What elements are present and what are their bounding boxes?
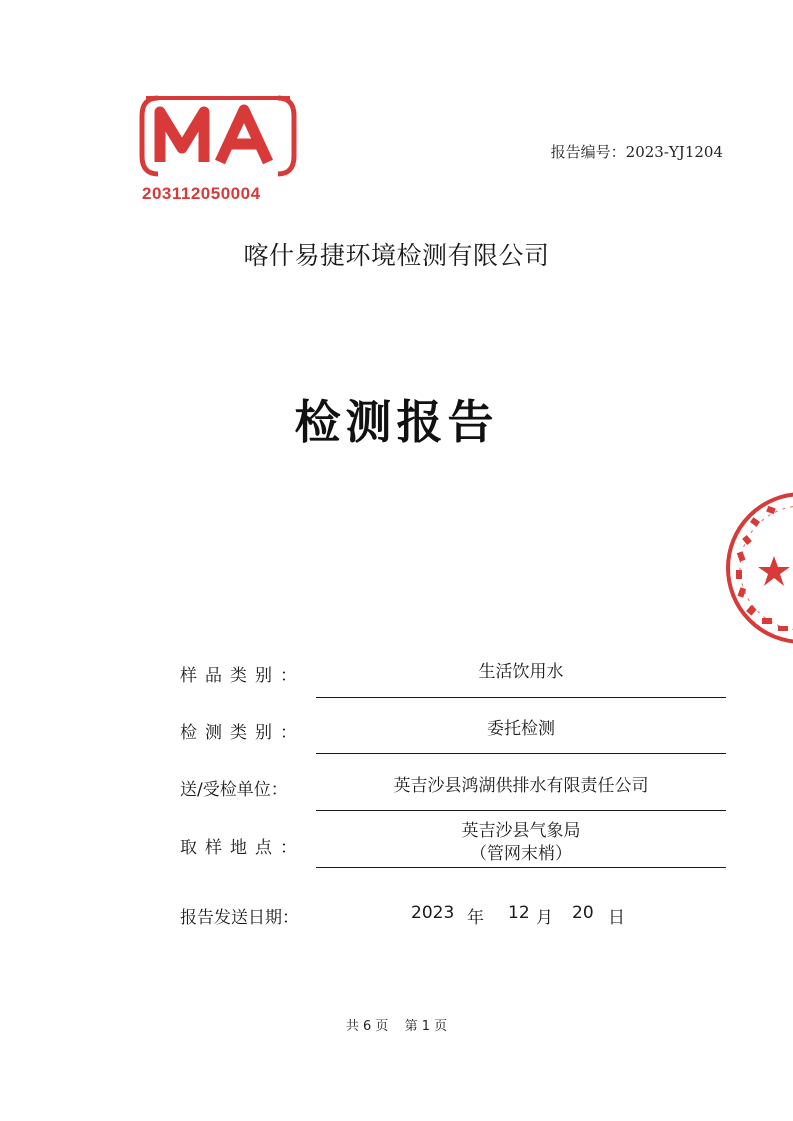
ma-stamp-number: 203112050004 (142, 184, 261, 203)
report-date-day: 20 (572, 903, 594, 923)
client-value: 英吉沙县鸿湖供排水有限责任公司 (393, 776, 649, 796)
sample-type-label: 样品类别： (180, 666, 305, 686)
location-underline (316, 867, 726, 868)
test-type-underline (316, 753, 726, 754)
report-date-day-unit: 日 (608, 908, 625, 928)
location-label: 取样地点： (180, 838, 305, 858)
document-title: 检测报告 (294, 395, 499, 449)
current-page: 第 1 页 (404, 1019, 448, 1034)
total-pages: 共 6 页 (345, 1019, 389, 1034)
page-footer (0, 1015, 793, 1034)
report-date-month: 12 (508, 903, 530, 923)
location-value-secondary: （管网末梢） (470, 844, 572, 864)
client-underline (316, 810, 726, 811)
test-type-value: 委托检测 (487, 719, 555, 739)
test-type-label: 检测类别： (180, 723, 305, 743)
sample-type-underline (316, 697, 726, 698)
location-value-primary: 英吉沙县气象局 (461, 821, 581, 841)
report-date-label: 报告发送日期： (180, 908, 299, 928)
company-name: 喀什易捷环境检测有限公司 (243, 241, 550, 270)
report-date-month-unit: 月 (536, 908, 553, 928)
client-label: 送/受检单位： (180, 780, 288, 800)
report-number: 报告编号：2023-YJ1204 (550, 143, 723, 161)
sample-type-value: 生活饮用水 (478, 662, 564, 682)
report-date-year: 2023 (411, 903, 455, 923)
report-date-year-unit: 年 (467, 908, 484, 928)
